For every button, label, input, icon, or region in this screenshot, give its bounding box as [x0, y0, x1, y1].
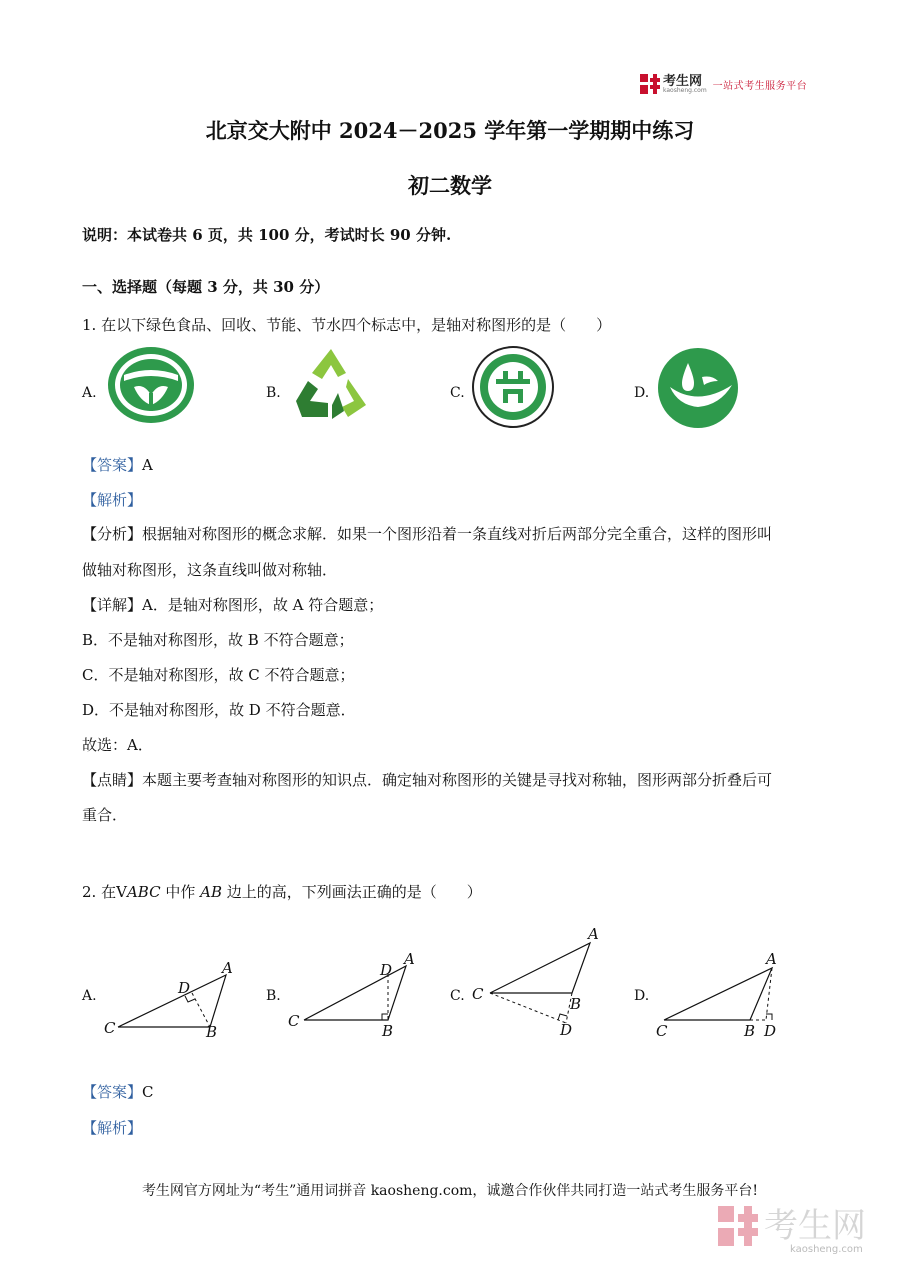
q2-stem-post: 边上的高，下列画法正确的是（ ）	[221, 883, 482, 901]
energy-saving-logo-icon	[470, 345, 556, 429]
header-brand-en: kaosheng.com	[663, 86, 707, 94]
fig-a-label-b: B	[206, 1023, 218, 1040]
q2-option-d-label: D.	[634, 988, 650, 1004]
green-food-logo-icon	[106, 345, 196, 425]
header-logo	[640, 74, 807, 94]
q1-option-a-label: A.	[82, 385, 97, 401]
q1-answer-tag: 【答案】	[82, 456, 143, 474]
fig-c-label-a: A	[588, 925, 599, 943]
fig-a-label-d: D	[178, 979, 191, 997]
page-subtitle: 初二数学	[408, 173, 492, 198]
q2-triangle-name: ABC	[126, 883, 161, 901]
exam-note: 说明：本试卷共 6 页，共 100 分，考试时长 90 分钟.	[82, 226, 452, 244]
q2-answer	[82, 1081, 154, 1102]
fig-a-label-c: C	[104, 1019, 116, 1037]
q1-analysis-line-8: 【点睛】本题主要考查轴对称图形的知识点．确定轴对称图形的关键是寻找对称轴，图形两部分折叠后可	[82, 771, 773, 789]
q1-analysis-line-6: D．不是轴对称图形，故 D 不符合题意．	[82, 701, 356, 719]
q1-analysis-line-3: 【详解】A．是轴对称图形，故 A 符合题意；	[82, 596, 384, 614]
fig-b-label-b: B	[382, 1022, 394, 1040]
q2-side-name: AB	[200, 883, 222, 901]
watermark-logo-icon	[718, 1206, 758, 1246]
fig-b-label-c: C	[288, 1012, 300, 1030]
header-slogan: 一站式考生服务平台	[712, 80, 808, 92]
q2-analysis-tag: 【解析】	[82, 1119, 143, 1137]
watermark	[718, 1206, 866, 1246]
fig-d-label-a: A	[766, 950, 777, 968]
fig-b-label-a: A	[404, 950, 415, 968]
q1-answer-value: A	[142, 456, 153, 474]
watermark-text: 考生网	[764, 1206, 866, 1246]
recycle-logo-icon	[288, 345, 374, 425]
fig-c-label-d: D	[560, 1021, 573, 1039]
fig-d-label-c: C	[656, 1022, 668, 1040]
page-footer: 考生网官方网址为“考生”通用词拼音 kaosheng.com，诚邀合作伙伴共同打造一站式考生服务平台!	[141, 1183, 759, 1199]
fig-d-label-b: B	[744, 1022, 756, 1040]
q1-analysis-line-2: 做轴对称图形，这条直线叫做对称轴．	[82, 561, 338, 579]
q2-option-b-label: B.	[266, 988, 281, 1004]
water-saving-logo-icon	[656, 347, 740, 429]
q2-option-c-label: C.	[450, 988, 465, 1004]
fig-a-label-a: A	[222, 959, 233, 977]
fig-b-label-d: D	[380, 961, 393, 979]
q2-stem	[82, 881, 482, 902]
q1-analysis-line-7: 故选：A．	[82, 736, 153, 754]
q2-option-a-label: A.	[82, 988, 97, 1004]
q1-analysis-line-9: 重合．	[82, 806, 128, 824]
fig-d-label-d: D	[764, 1022, 777, 1040]
q2-answer-tag: 【答案】	[82, 1083, 143, 1101]
fig-c-label-c: C	[472, 985, 484, 1003]
q1-option-b-label: B.	[266, 385, 281, 401]
q2-triangle-symbol: V	[116, 883, 127, 901]
q1-analysis-line-5: C．不是轴对称图形，故 C 不符合题意；	[82, 666, 355, 684]
q2-figure-b	[284, 950, 424, 1040]
q2-stem-pre: 2. 在	[82, 883, 117, 901]
q2-figure-d	[650, 950, 790, 1040]
q2-stem-mid: 中作	[160, 883, 201, 901]
watermark-url: kaosheng.com	[790, 1244, 863, 1255]
page-title: 北京交大附中 2024－2025 学年第一学期期中练习	[205, 118, 695, 143]
q1-analysis-line-1: 【分析】根据轴对称图形的概念求解．如果一个图形沿着一条直线对折后两部分完全重合，这样的图形叫	[82, 525, 773, 543]
q1-analysis-tag: 【解析】	[82, 491, 143, 509]
q1-answer	[82, 454, 153, 475]
q2-figure-a	[100, 955, 240, 1040]
q2-figure-c	[470, 925, 610, 1045]
q1-stem: 1. 在以下绿色食品、回收、节能、节水四个标志中，是轴对称图形的是（ ）	[82, 316, 612, 334]
kaosheng-logo-icon	[640, 74, 660, 94]
section-heading: 一、选择题（每题 3 分，共 30 分）	[82, 278, 330, 296]
q1-analysis-line-4: B．不是轴对称图形，故 B 不符合题意；	[82, 631, 354, 649]
header-brand: 考生网	[663, 73, 703, 89]
q2-answer-value: C	[142, 1083, 154, 1101]
q1-option-c-label: C.	[450, 385, 465, 401]
fig-c-label-b: B	[570, 995, 582, 1013]
q1-option-d-label: D.	[634, 385, 650, 401]
